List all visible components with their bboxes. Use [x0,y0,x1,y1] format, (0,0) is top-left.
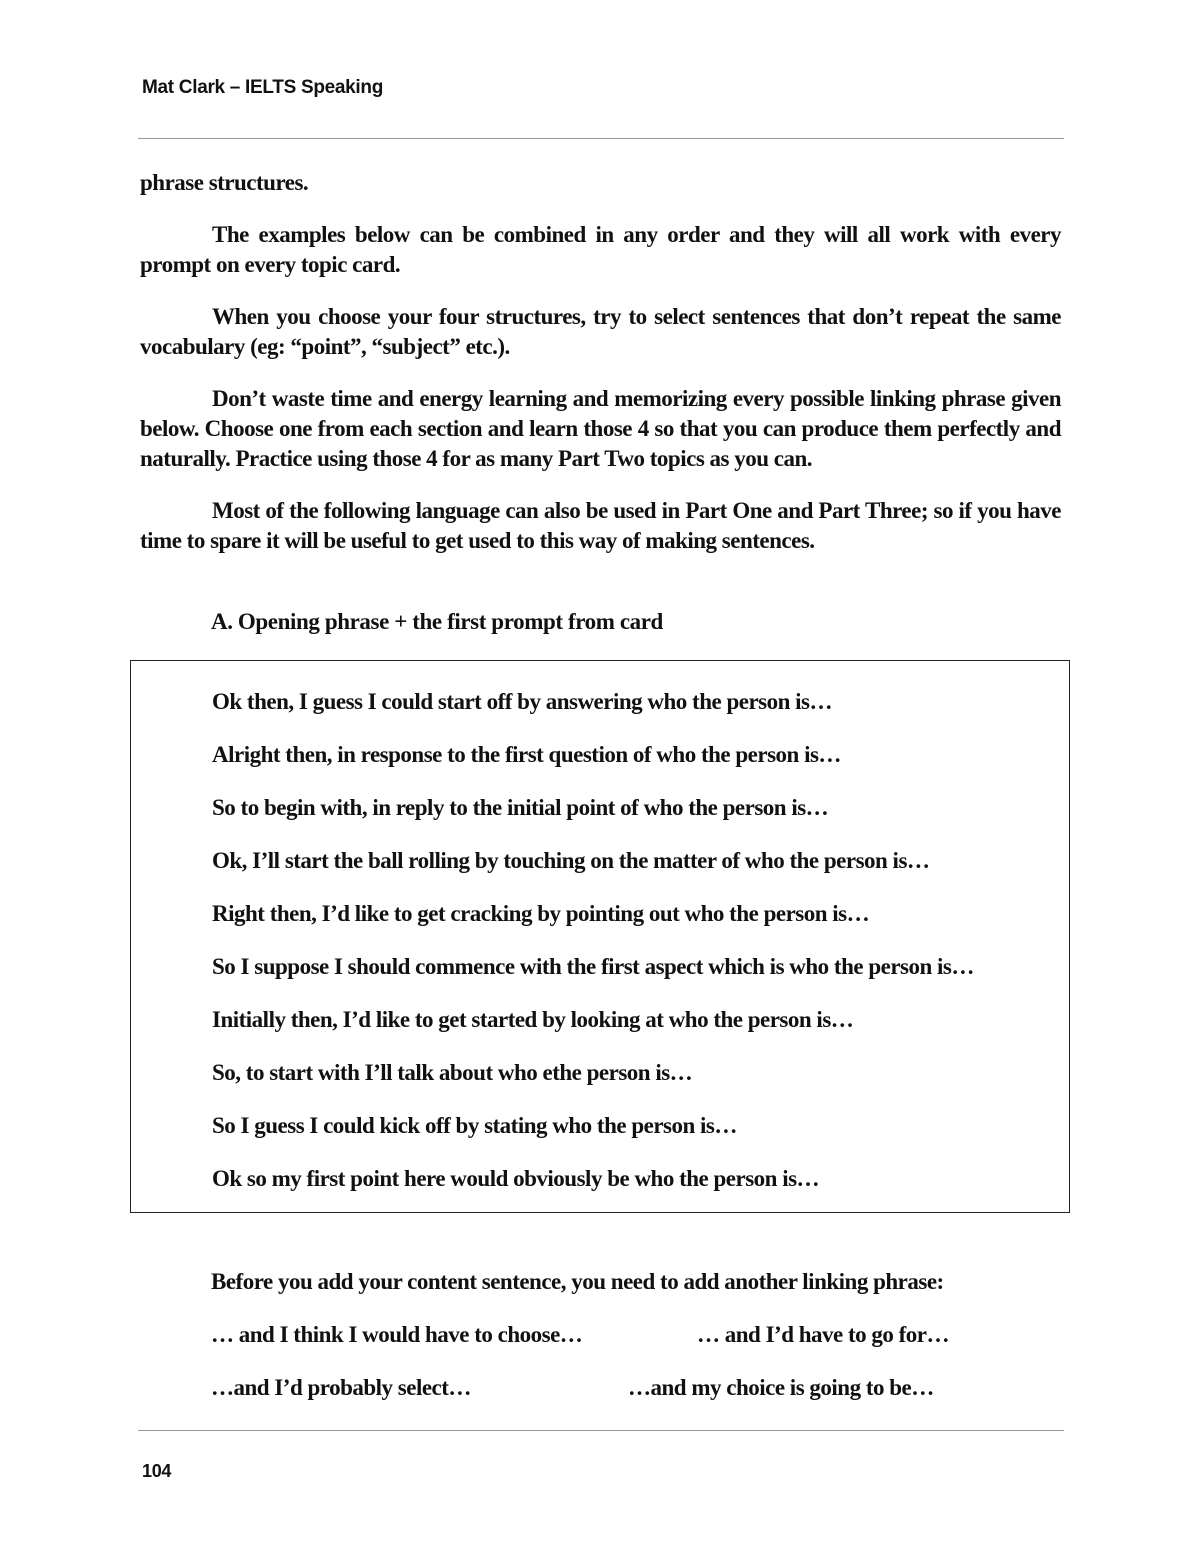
opening-phrase: Ok so my first point here would obviously be who the person is… [212,1166,820,1191]
linking-phrase: …and I’d probably select… [211,1375,471,1400]
section-a-heading: A. Opening phrase + the first prompt from card [211,609,663,634]
linking-phrase: … and I’d have to go for… [697,1322,950,1347]
linking-phrase: …and my choice is going to be… [628,1375,934,1400]
paragraph: Most of the following language can also be used in Part One and Part Three; so if you have time to spare it will be useful to get used to this way of making sentences. [140,498,1061,553]
opening-phrase: Initially then, I’d like to get started by looking at who the person is… [212,1007,854,1032]
opening-phrase: So I suppose I should commence with the first aspect which is who the person is… [212,954,974,979]
page-number: 104 [142,1461,172,1481]
opening-phrase: Ok, I’ll start the ball rolling by touching on the matter of who the person is… [212,848,930,873]
opening-phrases-list [212,687,974,1217]
header-divider [138,138,1064,139]
body-text [140,168,1061,578]
linking-intro: Before you add your content sentence, you need to add another linking phrase: [211,1269,944,1294]
opening-phrase: So, to start with I’ll talk about who ethe person is… [212,1060,693,1085]
paragraph: When you choose your four structures, try to select sentences that don’t repeat the same vocabulary (eg: “point”, “subject” etc.). [140,304,1061,359]
linking-phrase: … and I think I would have to choose… [211,1322,583,1347]
opening-phrase: Alright then, in response to the first question of who the person is… [212,742,841,767]
paragraph: The examples below can be combined in any order and they will all work with every prompt on every topic card. [140,222,1061,277]
opening-phrase: So to begin with, in reply to the initial point of who the person is… [212,795,829,820]
paragraph-continuation: phrase structures. [140,170,309,195]
opening-phrases-box [130,660,1070,1213]
running-header: Mat Clark – IELTS Speaking [142,77,384,98]
paragraph: Don’t waste time and energy learning and memorizing every possible linking phrase given below. Choose one from each section and learn those 4 so that you can produce them perfectly and naturally. Practice using those 4 for as many Part Two topics as you can. [140,386,1061,471]
opening-phrase: So I guess I could kick off by stating who the person is… [212,1113,737,1138]
opening-phrase: Ok then, I guess I could start off by answering who the person is… [212,689,833,714]
footer-divider [138,1430,1064,1431]
opening-phrase: Right then, I’d like to get cracking by pointing out who the person is… [212,901,870,926]
